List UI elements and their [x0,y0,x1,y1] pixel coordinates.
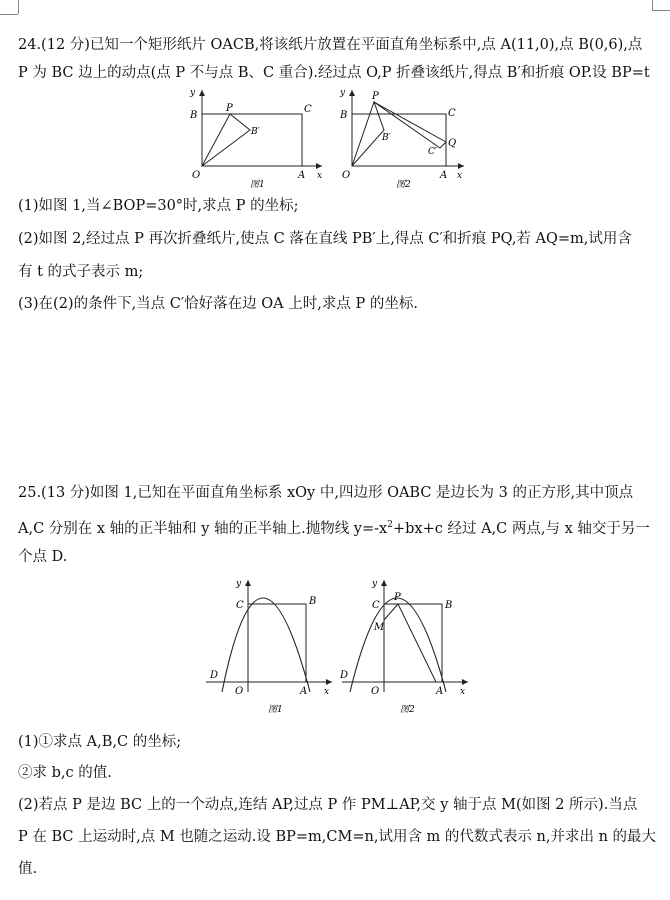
axis-label-y: y [190,88,196,98]
point-label-d: D [340,670,349,681]
point-label-p: P [394,592,401,603]
point-label-o: O [235,686,244,697]
figure-caption: 图1 [250,180,265,190]
q24-stem-line1: 24.(12 分)已知一个矩形纸片 OACB,将该纸片放置在平面直角坐标系中,点 A(11,0),点 B(0,6),点 [18,37,643,53]
axis-label-x: x [460,687,466,697]
point-label-p: P [372,91,379,102]
q25-stem-line2-part-a: A,C 分别在 x 轴的正半轴和 y 轴的正半轴上.抛物线 y=-x [18,520,388,537]
q25-exponent: 2 [387,520,393,530]
point-label-c-prime: C′ [428,147,437,157]
q25-part2-line1: (2)若点 P 是边 BC 上的一个动点,连结 AP,过点 P 作 PM⊥AP,交 y 轴于点 M(如图 2 所示).当点 [18,797,638,813]
q25-figure-2 [336,574,476,714]
q25-stem-line3: 个点 D. [18,549,68,565]
axis-label-y: y [372,579,378,589]
point-label-p: P [226,103,233,114]
point-label-c: C [448,108,456,119]
q25-figure-1 [200,574,340,714]
point-label-b-prime: B′ [251,127,260,137]
figure-caption: 图2 [396,180,411,190]
q24-part2-line1: (2)如图 2,经过点 P 再次折叠纸片,使点 C 落在直线 PB′上,得点 C′和折痕 PQ,若 AQ=m,试用含 [18,231,632,247]
axis-label-y: y [340,88,346,98]
point-label-a: A [436,686,444,697]
q25-part1-b: ②求 b,c 的值. [18,765,112,781]
point-label-b-prime: B′ [382,133,391,143]
q24-part1: (1)如图 1,当∠BOP=30°时,求点 P 的坐标; [18,198,299,214]
corner-mark-horizontal [0,14,18,15]
q24-part3: (3)在(2)的条件下,当点 C′恰好落在边 OA 上时,求点 P 的坐标. [18,296,418,312]
point-label-a: A [298,170,306,181]
corner-mark-vertical [18,0,19,14]
figure-caption: 图1 [268,705,283,714]
point-label-c: C [372,600,380,611]
q25-stem-line2-part-b: +bx+c 经过 A,C 两点,与 x 轴交于另一 [392,520,650,537]
corner-mark-vertical-right [652,0,653,10]
figure-caption: 图2 [400,705,415,714]
point-label-o: O [192,170,201,181]
axis-label-x: x [317,171,323,181]
axis-label-x: x [457,171,463,181]
q25-part1-a: (1)①求点 A,B,C 的坐标; [18,734,182,750]
q25-part2-line3: 值. [18,861,38,877]
point-label-b: B [190,110,198,121]
point-label-a: A [300,686,308,697]
point-label-d: D [210,670,219,681]
point-label-b: B [340,110,348,121]
point-label-c: C [304,104,312,115]
q24-stem-line2: P 为 BC 边上的动点(点 P 不与点 B、C 重合).经过点 O,P 折叠该纸片,得点 B′和折痕 OP.设 BP=t [18,65,650,81]
q25-stem-line2 [18,516,650,538]
axis-label-x: x [324,687,330,697]
point-label-q: Q [448,138,457,149]
q25-part2-line2: P 在 BC 上运动时,点 M 也随之运动.设 BP=m,CM=n,试用含 m 的代数式表示 n,并求出 n 的最大 [18,829,657,845]
point-label-a: A [440,170,448,181]
q25-stem-line1: 25.(13 分)如图 1,已知在平面直角坐标系 xOy 中,四边形 OABC 是边长为 3 的正方形,其中顶点 [18,485,634,501]
point-label-b: B [445,600,453,611]
point-label-o: O [371,686,380,697]
q24-figure-1 [188,86,328,190]
corner-mark-horizontal-right [652,10,670,11]
point-label-o: O [342,170,351,181]
point-label-m: M [374,622,385,633]
q24-figure-2 [338,86,468,190]
point-label-b: B [309,596,317,607]
q24-part2-line2: 有 t 的式子表示 m; [18,264,144,280]
point-label-c: C [236,600,244,611]
axis-label-y: y [236,579,242,589]
